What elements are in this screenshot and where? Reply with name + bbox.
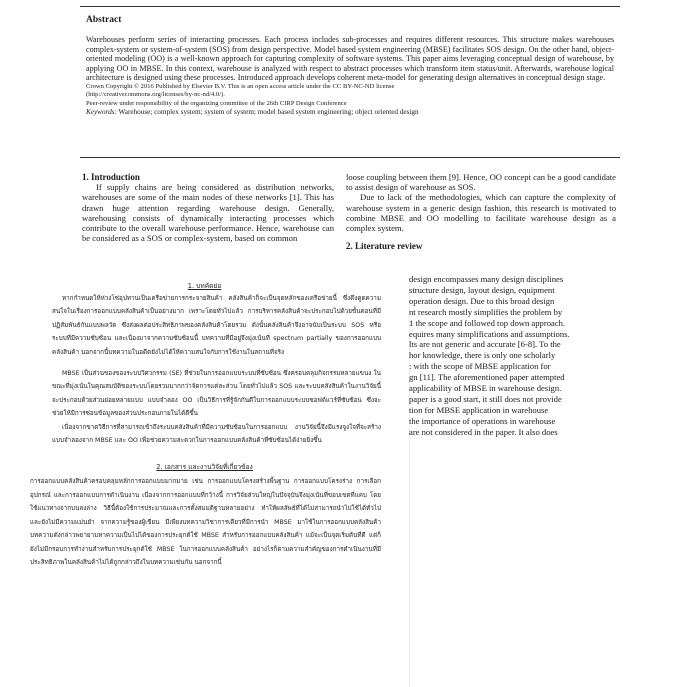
- thai-paragraph-4: การออกแบบคลังสินค้าครอบคลุมหลักการออกแบบมากมาย เช่น การออกแบบโครงสร้างพื้นฐาน การออกแบบโครงร่าง การเลือกอุปกรณ์ และการออกแบบการดำเนินงาน เนื่องจากการออกแบบที่กว้างนี้ การวิจัยส่วนใหญ่ในปัจจุบันจึงมุ่งเน้นที่ขอบเขตที่แคบ โดยใช้แนวทางจากบนลงล่าง วิธีนี้ต้องใช้การประมาณและการตั้งสมมติฐานหลายอย่าง ทำให้ผลลัพธ์ที่ได้ไม่สามารถนำไปใช้ได้ทั่วไป และยังไม่มีความแม่นยำ จากความรู้ของผู้เขียน มีเพียงบทความวิชาการเดียวที่มีการนำ MBSE มาใช้ในการออกแบบคลังสินค้า บทความดังกล่าวพยายามหาความเป็นไปได้ของการประยุกต์ใช้ MBSE สำหรับการออกแบบคลังสินค้า แม้จะเป็นจุดเริ่มต้นที่ดี แต่ก็ยังไม่มีกรอบการทำงานสำหรับการประยุกต์ใช้ MBSE ในการออกแบบคลังสินค้า อย่างไรก็ตามความสำคัญของการดำเนินงานที่มีประสิทธิภาพในคลังสินค้าไม่ได้ถูกกล่าวถึงในบทความเช่นกัน นอกจากนี้: [30, 478, 381, 566]
- fragment-line: gn [11]. The aforementioned paper attempted: [409, 372, 565, 383]
- right-paragraph-2: Due to lack of the methodologies, which can capture the complexity of warehouse system in a generic design fashion, this research is motivated to combine MBSE and OO modelling to facilitate warehouse design as a complex system.: [346, 192, 616, 234]
- fragment-line: the importance of operations in warehouse: [409, 415, 556, 426]
- introduction-title: 1. Introduction: [82, 172, 140, 182]
- thai-heading-literature: 2. เอกสาร และงานวิจัยที่เกี่ยวข้อง: [156, 463, 253, 472]
- abstract-body: Warehouses perform series of interacting processes. Each process includes sub-processes and requires different resources. This structure makes warehouses complex-system or system-of-system (SOS) from design perspective. Model based system engineering (MBSE) facilitates SOS design. On the other hand, object-oriented modeling (OO) is a well-known approach for capturing complexity of software systems. This paper aims leveraging conceptual design of warehouse, by applying OO in MBSE. In this context, warehouse is analyzed with respect to abstract processes which transform item status/unit. Afterwards, warehouse logical architecture is designed using these processes. Introduced approach develops coherent meta-model for generating design alternatives in conceptual design stage.: [86, 35, 614, 83]
- fragment-line: applicability of MBSE in warehouse design.: [409, 383, 562, 394]
- introduction-paragraph: If supply chains are being considered as distribution networks, warehouses are some of the main nodes of these networks [1]. This has drawn huge attention regarding warehouse design. Generally, warehousing consists of dynamically interacting processes which contribute to the overall warehouse performance. Hence, warehouse can be considered as a SOS or complex-system, based on common: [82, 182, 334, 244]
- keywords-text: Warehouse; complex system; system of system; model based system engineering; object oriented design: [116, 108, 419, 117]
- thai-heading-abstract: 1. บทคัดย่อ: [187, 282, 222, 290]
- right-paragraph-1: loose coupling between them [9]. Hence, OO concept can be a good candidate to assist design of warehouse as SOS.: [346, 172, 616, 193]
- thai-translation-overlay: [0, 274, 409, 687]
- fragment-line: hor knowledge, there is only one scholarly: [409, 350, 556, 361]
- keywords-label: Keywords:: [86, 108, 117, 117]
- fragment-line: lts are not generic and accurate [6-8]. To the: [409, 339, 561, 350]
- introduction-column: [82, 172, 334, 243]
- thai-paragraph-3: เนื่องจากขาดวิธีการที่สามารถเข้าถึงระบบคลังสินค้าที่มีความซับซ้อนในการออกแบบ งานวิจัยนี้จึงมีแรงจูงใจที่จะสร้างแบบจำลองจาก MBSE และ OO เพื่อช่วยความสะดวกในการออกแบบคลังสินค้าที่ซับซ้อนได้ง่ายยิ่งขึ้น: [52, 423, 381, 445]
- fragment-line: 1 the scope and followed top down approach.: [409, 317, 566, 328]
- fragment-line: are not considered in the paper. It also does: [409, 426, 558, 437]
- fragment-line: structure design, layout design, equipment: [409, 284, 555, 295]
- license-link[interactable]: (http://creativecommons.org/licenses/by-nc-nd/4.0/).: [86, 91, 225, 99]
- fragment-line: nt research mostly simplifies the problem by: [409, 306, 563, 317]
- thai-paragraph-2: MBSE เป็นส่วนของของระบบวิศวกรรม (SE) ที่ช่วยในการออกแบบระบบที่ซับซ้อน ซึ่งครอบคลุมกิจกรรมหลายแขนง ในขณะที่มุ่งเน้นในคุณสมบัติของระบบโดยรวมมากกว่าจัดการแต่ละส่วน โดยทั่วไปแล้ว SOS และระบบคลังสินค้าในงานวิจัยนี้ จะประกอบด้วยส่วนย่อยหลายแบบ แบบจำลอง OO เป็นวิธีการที่รู้จักกันดีในการออกแบบระบบซอฟต์แวร์ที่ซับซ้อน ซึ่งจะช่วยให้มีการซ่อนข้อมูลของส่วนประกอบภายในได้ดีขึ้น: [52, 370, 381, 418]
- fragment-line: design encompasses many design disciplines: [409, 274, 564, 284]
- fragment-line: paper is a good start, it still does not provide: [409, 393, 562, 404]
- abstract-box: [80, 6, 620, 158]
- peer-review-line: Peer-review under responsibility of the organizing committee of the 26th CIRP Design Conference: [86, 99, 347, 107]
- keywords-line: [86, 108, 614, 117]
- literature-review-fragment: [409, 274, 619, 438]
- copyright-line: Crown Copyright © 2016 Published by Elsevier B.V. This is an open access article under the CC BY-NC-ND license: [86, 82, 395, 90]
- right-column: [346, 172, 616, 251]
- fragment-line: equires many simplifications and assumptions.: [409, 328, 570, 339]
- fragment-line: : with the scope of MBSE application for: [409, 361, 551, 372]
- fragment-line: tion for MBSE application in warehouse: [409, 404, 549, 415]
- abstract-heading: Abstract: [86, 15, 122, 25]
- thai-paragraph-1: หากกำหนดให้ห่วงโซ่อุปทานเป็นเครือข่ายการกระจายสินค้า คลังสินค้าก็จะเป็นจุดหลักของเครือข่ายนี้ ซึ่งดึงดูดความสนใจในเรื่องการออกแบบคลังสินค้าเป็นอย่างมาก เพราะโดยทั่วไปแล้ว การบริหารคลังสินค้าจะประกอบไปด้วยขั้นตอนที่มีปฏิสัมพันธ์กันแบบพลวัต ซึ่งส่งผลต่อประสิทธิภาพของคลังสินค้าโดยรวม ดังนั้นคลังสินค้าจึงอาจนับเป็นระบบ SOS หรือระบบที่มีความซับซ้อน และเนื่องมาจากความซับซ้อนนี้ บทความที่มีอยู่จึงมุ่งเน้นที่ spectrum partially ของการออกแบบคลังสินค้า นอกจากนี้บทความในอดีตยังไม่ได้ให้ความสนใจกับการใช้งานในสถานที่จริง: [52, 295, 381, 356]
- fragment-line: operation design. Due to this broad design: [409, 295, 555, 306]
- literature-review-title: 2. Literature review: [346, 241, 423, 252]
